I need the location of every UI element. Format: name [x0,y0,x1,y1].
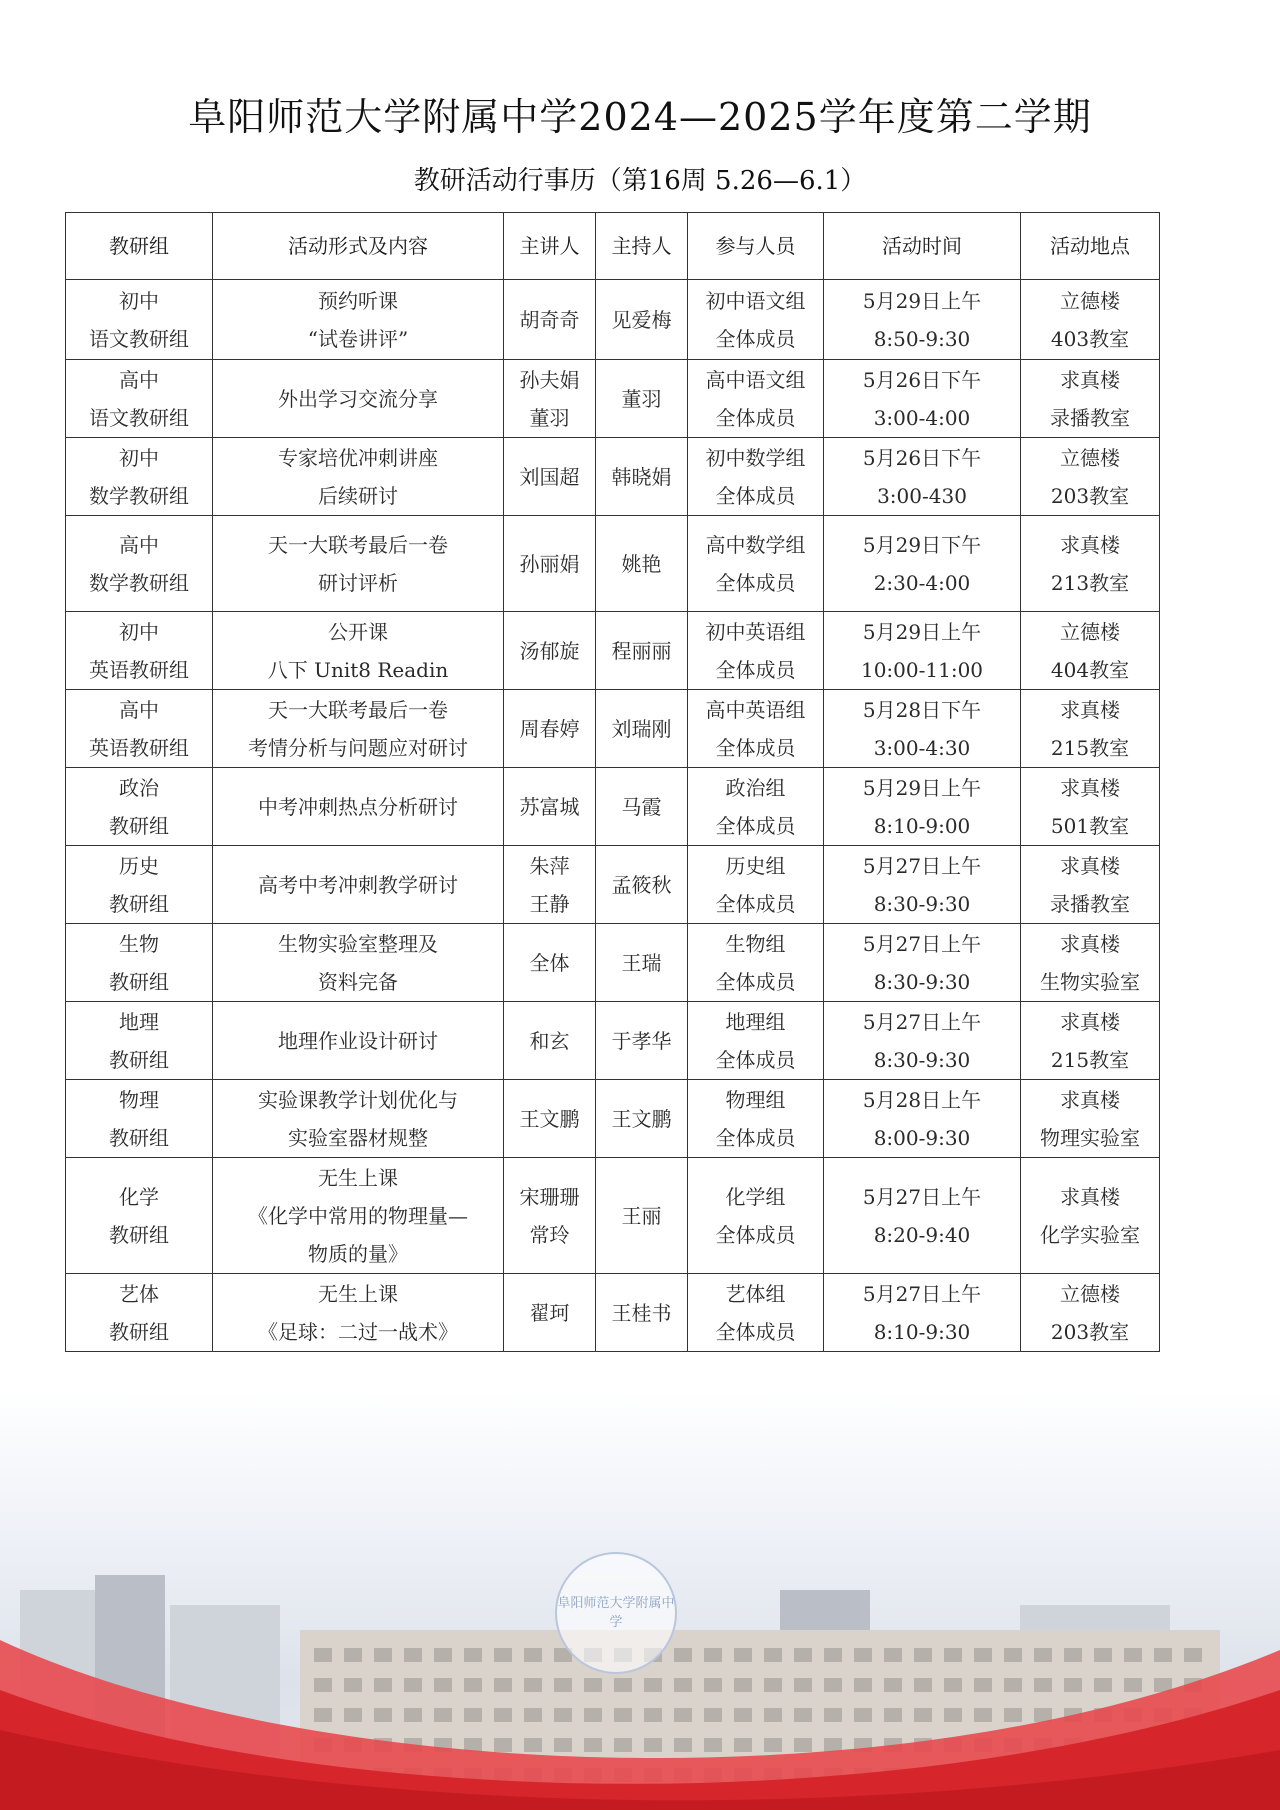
cell-content [213,360,504,438]
cell-time [824,690,1021,768]
cell-group-line: 英语教研组 [89,735,189,760]
cell-content-line: 无生上课 [318,1281,398,1306]
cell-content-line: 公开课 [328,619,388,644]
cell-content [213,1080,504,1158]
cell-participants [688,516,824,612]
cell-time-line: 5月27日上午 [862,1281,982,1306]
cell-place-line: 213教室 [1050,570,1130,595]
cell-group [66,846,213,924]
cell-participants-line: 全体成员 [715,405,796,430]
cell-place [1021,768,1160,846]
cell-time [824,360,1021,438]
table-header-row [66,213,1160,280]
cell-place-line: 录播教室 [1050,405,1130,430]
cell-time-line: 8:50-9:30 [873,326,971,351]
cell-time [824,438,1021,516]
cell-content-line: 实验课教学计划优化与 [258,1087,458,1112]
cell-speaker [504,768,596,846]
cell-content [213,612,504,690]
cell-participants-line: 高中英语组 [705,697,806,722]
cell-content-line: 《化学中常用的物理量— [248,1203,468,1228]
cell-place-line: 立德楼 [1060,619,1120,644]
cell-time [824,612,1021,690]
cell-time-line: 5月28日上午 [862,1087,982,1112]
table-row [66,1158,1160,1274]
cell-content-line: 《足球：二过一战术》 [258,1319,458,1344]
cell-place [1021,516,1160,612]
header-host: 主持人 [596,213,688,280]
cell-group-line: 初中 [119,445,159,470]
cell-content-line: 研讨评析 [318,570,398,595]
cell-place-line: 215教室 [1050,1047,1130,1072]
header-participants: 参与人员 [688,213,824,280]
cell-group-line: 历史 [119,853,159,878]
cell-participants-line: 全体成员 [715,1047,796,1072]
cell-participants-line: 全体成员 [715,1125,796,1150]
table-row [66,612,1160,690]
cell-place-line: 215教室 [1050,735,1130,760]
cell-place-line: 203教室 [1050,1319,1130,1344]
table-row [66,768,1160,846]
cell-participants [688,690,824,768]
cell-speaker-line: 宋珊珊 [519,1184,580,1209]
cell-group-line: 初中 [119,288,159,313]
cell-time [824,846,1021,924]
cell-time-line: 5月27日上午 [862,931,982,956]
table-row [66,1080,1160,1158]
cell-speaker [504,846,596,924]
table-row [66,846,1160,924]
cell-participants-line: 政治组 [725,775,786,800]
schedule-table [65,212,1160,1352]
cell-participants [688,1158,824,1274]
cell-group-line: 数学教研组 [89,570,189,595]
header-group: 教研组 [66,213,213,280]
cell-host-line: 程丽丽 [611,638,672,663]
cell-group-line: 政治 [119,775,159,800]
cell-time-line: 5月27日上午 [862,853,982,878]
cell-content [213,1158,504,1274]
cell-speaker-line: 常玲 [529,1222,570,1247]
cell-time [824,516,1021,612]
cell-time-line: 2:30-4:00 [873,570,971,595]
cell-speaker [504,1158,596,1274]
cell-place-line: 录播教室 [1050,891,1130,916]
cell-content-line: 预约听课 [318,288,398,313]
cell-group [66,1274,213,1352]
cell-host-line: 王文鹏 [611,1106,672,1131]
cell-speaker [504,924,596,1002]
cell-content-line: 实验室器材规整 [288,1125,428,1150]
cell-host [596,438,688,516]
cell-place-line: 501教室 [1050,813,1130,838]
cell-place-line: 立德楼 [1060,445,1120,470]
header-time: 活动时间 [824,213,1021,280]
cell-participants [688,612,824,690]
cell-participants-line: 高中数学组 [705,532,806,557]
cell-group [66,280,213,360]
cell-time-line: 8:20-9:40 [873,1222,971,1247]
cell-content [213,280,504,360]
cell-group-line: 高中 [119,697,159,722]
cell-participants-line: 地理组 [725,1009,786,1034]
cell-group [66,768,213,846]
cell-participants-line: 初中数学组 [705,445,806,470]
cell-group-line: 教研组 [109,1047,169,1072]
cell-participants-line: 物理组 [725,1087,786,1112]
cell-participants-line: 初中语文组 [705,288,806,313]
cell-group [66,1158,213,1274]
red-wave-decoration [0,1390,1280,1810]
cell-group-line: 英语教研组 [89,657,189,682]
cell-host [596,924,688,1002]
decorative-footer [0,1390,1280,1810]
cell-speaker-line: 王静 [529,891,570,916]
cell-time [824,1080,1021,1158]
cell-content [213,1274,504,1352]
cell-speaker [504,360,596,438]
cell-participants-line: 全体成员 [715,657,796,682]
cell-content-line: 生物实验室整理及 [278,931,438,956]
cell-group-line: 地理 [119,1009,159,1034]
cell-place [1021,924,1160,1002]
cell-group-line: 教研组 [109,891,169,916]
cell-host [596,846,688,924]
cell-participants-line: 化学组 [725,1184,786,1209]
cell-place-line: 203教室 [1050,483,1130,508]
cell-content [213,438,504,516]
cell-speaker-line: 董羽 [529,405,570,430]
cell-participants-line: 初中英语组 [705,619,806,644]
cell-time-line: 5月29日上午 [862,775,982,800]
cell-host-line: 董羽 [621,386,662,411]
cell-participants-line: 全体成员 [715,570,796,595]
cell-place [1021,1080,1160,1158]
cell-participants-line: 生物组 [725,931,786,956]
cell-group-line: 教研组 [109,1222,169,1247]
cell-group-line: 物理 [119,1087,159,1112]
cell-group [66,1080,213,1158]
cell-participants-line: 艺体组 [725,1281,786,1306]
cell-group [66,1002,213,1080]
cell-content [213,516,504,612]
cell-place-line: 求真楼 [1060,853,1120,878]
cell-place [1021,280,1160,360]
cell-participants-line: 全体成员 [715,735,796,760]
cell-content-line: 天一大联考最后一卷 [268,532,448,557]
cell-participants [688,924,824,1002]
cell-content-line: 天一大联考最后一卷 [268,697,448,722]
cell-time-line: 5月26日下午 [862,445,982,470]
cell-speaker-line: 汤郁旋 [519,638,580,663]
cell-time-line: 5月28日下午 [862,697,982,722]
cell-group [66,516,213,612]
cell-place-line: 求真楼 [1060,367,1120,392]
cell-place-line: 立德楼 [1060,288,1120,313]
cell-place-line: 求真楼 [1060,931,1120,956]
cell-host-line: 韩晓娟 [611,464,672,489]
cell-time-line: 5月27日上午 [862,1184,982,1209]
cell-participants-line: 历史组 [725,853,786,878]
cell-group-line: 教研组 [109,1125,169,1150]
cell-place-line: 求真楼 [1060,532,1120,557]
table-row [66,924,1160,1002]
cell-place-line: 生物实验室 [1040,969,1140,994]
cell-host-line: 王丽 [621,1203,662,1228]
cell-host-line: 马霞 [621,794,662,819]
cell-speaker [504,690,596,768]
cell-host [596,1274,688,1352]
cell-speaker-line: 朱萍 [529,853,570,878]
cell-participants-line: 全体成员 [715,969,796,994]
cell-content-line: 地理作业设计研讨 [278,1028,438,1053]
cell-host [596,768,688,846]
cell-place-line: 求真楼 [1060,1087,1120,1112]
cell-participants [688,1002,824,1080]
cell-place [1021,846,1160,924]
table-row [66,360,1160,438]
cell-time [824,924,1021,1002]
cell-participants [688,846,824,924]
cell-place-line: 求真楼 [1060,1184,1120,1209]
cell-content-line: 专家培优冲刺讲座 [278,445,438,470]
cell-participants-line: 全体成员 [715,483,796,508]
cell-time-line: 8:30-9:30 [873,891,971,916]
cell-content [213,690,504,768]
cell-time [824,1158,1021,1274]
cell-group-line: 高中 [119,367,159,392]
cell-time [824,1002,1021,1080]
cell-place-line: 求真楼 [1060,775,1120,800]
cell-speaker [504,438,596,516]
cell-group-line: 生物 [119,931,159,956]
cell-time [824,768,1021,846]
cell-host-line: 姚艳 [621,551,662,576]
cell-content [213,846,504,924]
cell-speaker-line: 孙夫娟 [519,367,580,392]
cell-speaker [504,516,596,612]
cell-host [596,360,688,438]
table-row [66,1274,1160,1352]
cell-participants [688,360,824,438]
cell-participants-line: 全体成员 [715,813,796,838]
cell-time-line: 10:00-11:00 [860,657,984,682]
cell-place-line: 物理实验室 [1040,1125,1140,1150]
cell-time-line: 5月29日下午 [862,532,982,557]
cell-place-line: 化学实验室 [1040,1222,1140,1247]
cell-place-line: 立德楼 [1060,1281,1120,1306]
cell-participants-line: 全体成员 [715,1222,796,1247]
cell-host-line: 王桂书 [611,1300,672,1325]
cell-host [596,280,688,360]
document-title: 阜阳师范大学附属中学2024—2025学年度第二学期 [188,95,1092,139]
cell-group-line: 高中 [119,532,159,557]
cell-speaker [504,1274,596,1352]
cell-participants-line: 高中语文组 [705,367,806,392]
cell-group [66,690,213,768]
cell-speaker [504,280,596,360]
cell-group-line: 艺体 [119,1281,159,1306]
cell-host-line: 王瑞 [621,950,662,975]
cell-participants [688,1080,824,1158]
cell-group-line: 化学 [119,1184,159,1209]
cell-content [213,924,504,1002]
cell-time-line: 8:10-9:30 [873,1319,971,1344]
cell-place-line: 求真楼 [1060,697,1120,722]
cell-speaker-line: 翟珂 [529,1300,570,1325]
cell-time-line: 8:10-9:00 [873,813,971,838]
cell-host [596,690,688,768]
cell-host [596,1080,688,1158]
cell-place [1021,1274,1160,1352]
cell-time-line: 8:00-9:30 [873,1125,971,1150]
cell-speaker-line: 和玄 [529,1028,570,1053]
document-subtitle: 教研活动行事历（第16周 5.26—6.1） [413,166,867,196]
cell-group-line: 教研组 [109,813,169,838]
cell-time [824,1274,1021,1352]
cell-content-line: 考情分析与问题应对研讨 [248,735,468,760]
cell-content-line: 高考中考冲刺教学研讨 [258,872,458,897]
cell-host-line: 刘瑞刚 [611,716,672,741]
cell-content [213,1002,504,1080]
cell-participants-line: 全体成员 [715,1319,796,1344]
cell-time [824,280,1021,360]
cell-content-line: 无生上课 [318,1165,398,1190]
cell-participants-line: 全体成员 [715,891,796,916]
cell-time-line: 3:00-430 [877,483,967,508]
header-place: 活动地点 [1021,213,1160,280]
cell-participants [688,438,824,516]
cell-place-line: 求真楼 [1060,1009,1120,1034]
table-row [66,280,1160,360]
cell-speaker-line: 王文鹏 [519,1106,580,1131]
cell-speaker-line: 全体 [529,950,570,975]
cell-content-line: 八下 Unit8 Readin [267,657,449,682]
cell-group-line: 数学教研组 [89,483,189,508]
cell-speaker-line: 胡奇奇 [519,307,580,332]
cell-host [596,1002,688,1080]
cell-place [1021,438,1160,516]
cell-time-line: 5月29日上午 [862,288,982,313]
cell-place [1021,1002,1160,1080]
cell-group-line: 教研组 [109,1319,169,1344]
cell-speaker [504,1080,596,1158]
cell-place [1021,612,1160,690]
school-logo: 阜阳师范大学附属中学 [555,1552,677,1674]
cell-content-line: 资料完备 [318,969,398,994]
cell-participants [688,768,824,846]
cell-speaker-line: 刘国超 [519,464,580,489]
cell-group-line: 教研组 [109,969,169,994]
cell-host [596,612,688,690]
cell-speaker-line: 周春婷 [519,716,580,741]
cell-place-line: 403教室 [1050,326,1130,351]
cell-place [1021,690,1160,768]
table-row [66,690,1160,768]
table-row [66,1002,1160,1080]
cell-group-line: 语文教研组 [89,405,189,430]
cell-time-line: 3:00-4:30 [873,735,971,760]
cell-host [596,1158,688,1274]
cell-host-line: 见爱梅 [611,307,672,332]
cell-group [66,924,213,1002]
cell-content-line: 后续研讨 [318,483,398,508]
cell-content-line: 物质的量》 [308,1241,408,1266]
header-content: 活动形式及内容 [213,213,504,280]
cell-group [66,360,213,438]
cell-content-line: 外出学习交流分享 [278,386,438,411]
cell-time-line: 3:00-4:00 [873,405,971,430]
cell-time-line: 8:30-9:30 [873,969,971,994]
cell-time-line: 5月27日上午 [862,1009,982,1034]
table-row [66,438,1160,516]
cell-participants [688,280,824,360]
cell-host [596,516,688,612]
cell-speaker-line: 孙丽娟 [519,551,580,576]
cell-content [213,768,504,846]
cell-group [66,438,213,516]
cell-time-line: 8:30-9:30 [873,1047,971,1072]
cell-content-line: 中考冲刺热点分析研讨 [258,794,458,819]
cell-place [1021,360,1160,438]
cell-group-line: 初中 [119,619,159,644]
cell-time-line: 5月29日上午 [862,619,982,644]
cell-place [1021,1158,1160,1274]
cell-participants-line: 全体成员 [715,326,796,351]
cell-speaker-line: 苏富城 [519,794,580,819]
cell-time-line: 5月26日下午 [862,367,982,392]
cell-group-line: 语文教研组 [89,326,189,351]
cell-group [66,612,213,690]
cell-speaker [504,612,596,690]
cell-speaker [504,1002,596,1080]
cell-participants [688,1274,824,1352]
cell-content-line: “试卷讲评” [307,326,409,351]
header-speaker: 主讲人 [504,213,596,280]
cell-place-line: 404教室 [1050,657,1130,682]
cell-host-line: 于孝华 [611,1028,672,1053]
cell-host-line: 孟筱秋 [611,872,672,897]
table-row [66,516,1160,612]
